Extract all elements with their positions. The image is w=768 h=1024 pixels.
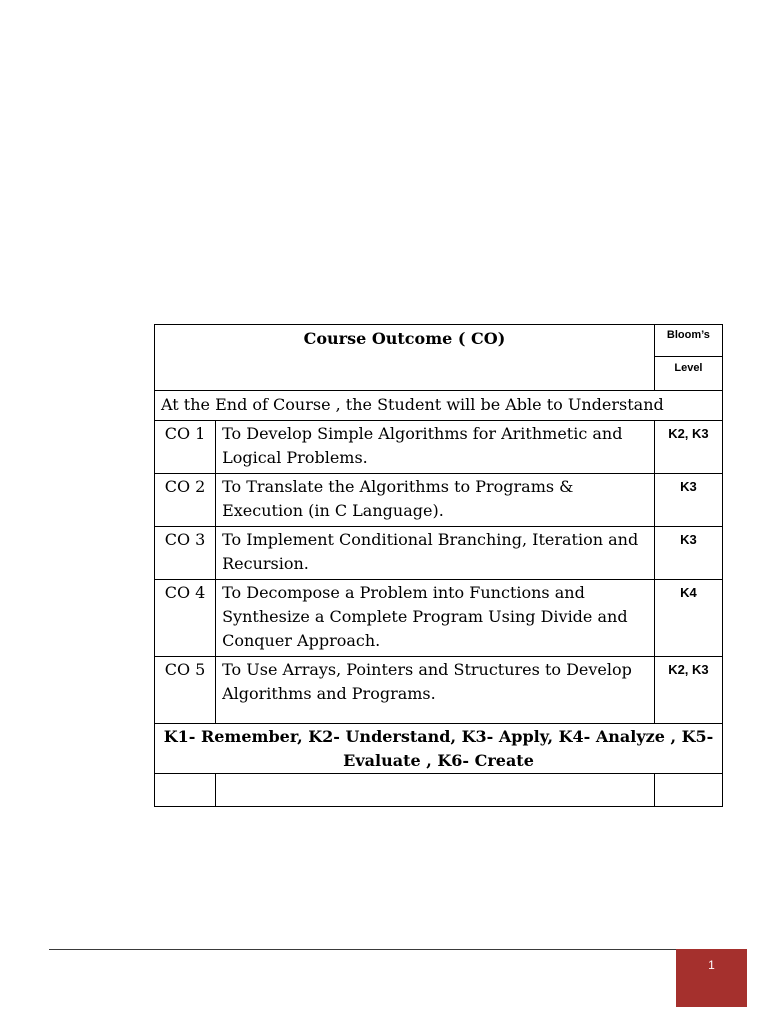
blooms-level: K2, K3	[654, 657, 722, 724]
blooms-level: K3	[654, 474, 722, 527]
course-outcome-table	[154, 324, 723, 807]
table-row	[155, 657, 723, 724]
page-number-badge	[676, 949, 747, 1007]
empty-cell	[654, 774, 722, 807]
co-id: CO 5	[155, 657, 216, 724]
table-row	[155, 527, 723, 580]
co-id: CO 4	[155, 580, 216, 657]
blooms-level: K4	[654, 580, 722, 657]
co-description: To Use Arrays, Pointers and Structures to Develop Algorithms and Programs.	[216, 657, 655, 724]
table-row	[155, 421, 723, 474]
level-header: Level	[654, 357, 722, 391]
co-description: To Develop Simple Algorithms for Arithmetic and Logical Problems.	[216, 421, 655, 474]
co-description: To Decompose a Problem into Functions and Synthesize a Complete Program Using Divide and Conquer Approach.	[216, 580, 655, 657]
co-description: To Implement Conditional Branching, Iteration and Recursion.	[216, 527, 655, 580]
empty-cell	[216, 774, 655, 807]
blooms-level: K3	[654, 527, 722, 580]
empty-cell	[155, 774, 216, 807]
co-description: To Translate the Algorithms to Programs & Execution (in C Language).	[216, 474, 655, 527]
co-id: CO 3	[155, 527, 216, 580]
blooms-level: K2, K3	[654, 421, 722, 474]
table-row	[155, 474, 723, 527]
co-id: CO 2	[155, 474, 216, 527]
page-number: 1	[708, 958, 715, 972]
co-id: CO 1	[155, 421, 216, 474]
blooms-legend: K1- Remember, K2- Understand, K3- Apply, K4- Analyze , K5- Evaluate , K6- Create	[155, 724, 723, 774]
table-title-cell	[155, 325, 655, 391]
table-title: Course Outcome ( CO)	[303, 329, 506, 348]
intro-text: At the End of Course , the Student will be Able to Understand	[155, 391, 723, 421]
empty-row	[155, 774, 723, 807]
footer-divider	[49, 949, 676, 950]
blooms-header: Bloom’s	[654, 325, 722, 357]
table-row	[155, 580, 723, 657]
